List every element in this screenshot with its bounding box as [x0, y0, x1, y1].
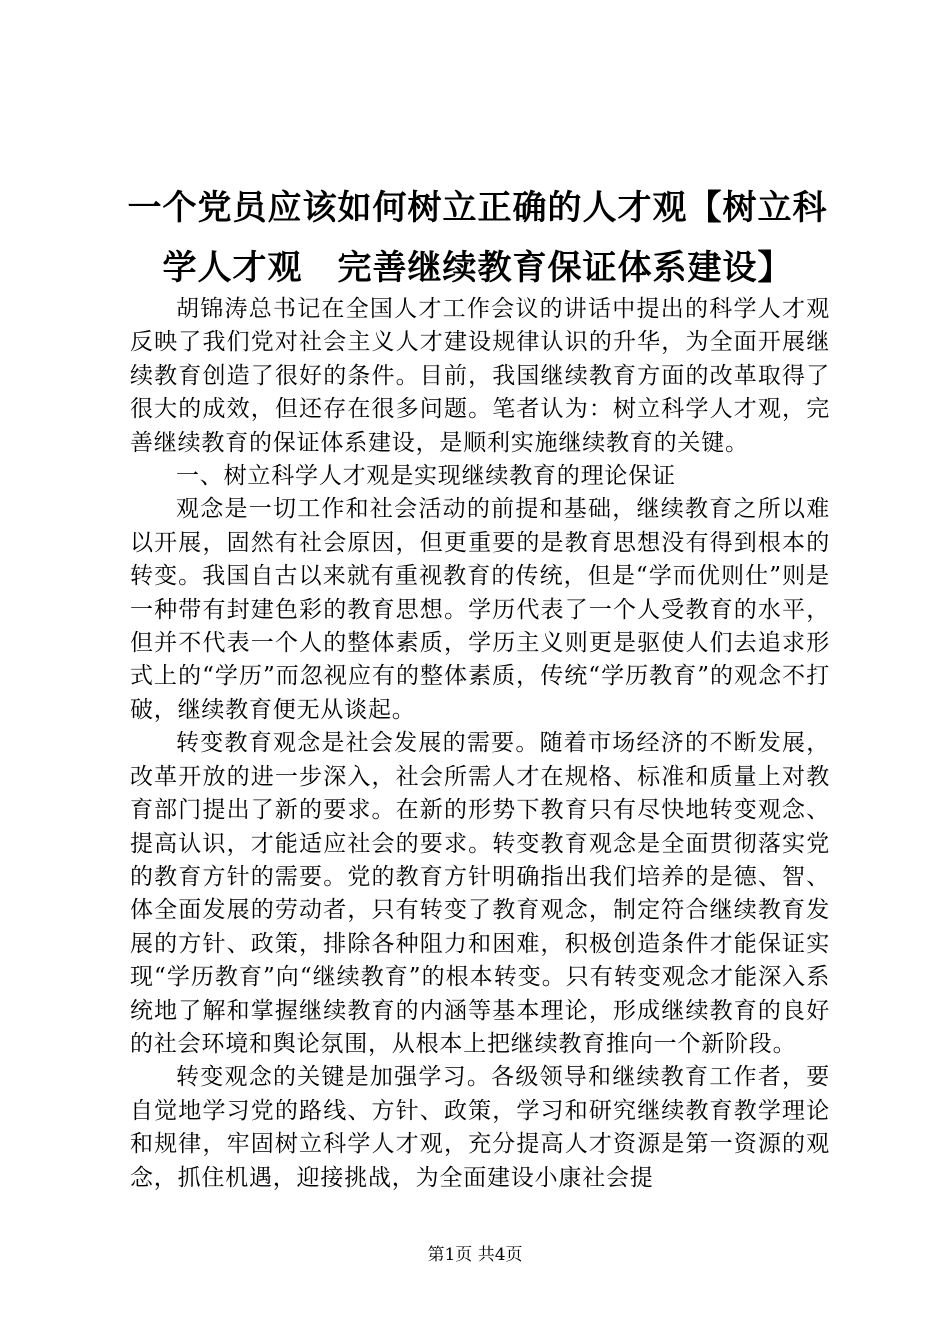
paragraph-learning: 转变观念的关键是加强学习。各级领导和继续教育工作者，要自觉地学习党的路线、方针、政策，学习和研究继续教育教学理论和规律，牢固树立科学人才观，充分提高人才资源是第一资源的观念，抓住机遇，迎接挑战，为全面建设小康社会提	[130, 1064, 830, 1191]
page-footer: 第1页 共4页	[427, 1245, 523, 1265]
paragraph-transform: 转变教育观念是社会发展的需要。随着市场经济的不断发展，改革开放的进一步深入，社会所需人才在规格、标准和质量上对教育部门提出了新的要求。在新的形势下教育只有尽快地转变观念、提高认识，才能适应社会的要求。转变教育观念是全面贯彻落实党的教育方针的需要。党的教育方针明确指出我们培养的是德、智、体全面发展的劳动者，只有转变了教育观念，制定符合继续教育发展的方针、政策，排除各种阻力和困难，积极创造条件才能保证实现“学历教育”向“继续教育”的根本转变。只有转变观念才能深入系统地了解和掌握继续教育的内涵等基本理论，形成继续教育的良好的社会环境和舆论氛围，从根本上把继续教育推向一个新阶段。	[130, 730, 830, 1057]
paragraph-concept: 观念是一切工作和社会活动的前提和基础，继续教育之所以难以开展，固然有社会原因，但更重要的是教育思想没有得到根本的转变。我国自古以来就有重视教育的传统，但是“学而优则仕”则是一种带有封建色彩的教育思想。学历代表了一个人受教育的水平，但并不代表一个人的整体素质，学历主义则更是驱使人们去追求形式上的“学历”而忽视应有的整体素质，传统“学历教育”的观念不打破，继续教育便无从谈起。	[130, 496, 830, 723]
document-title: 一个党员应该如何树立正确的人才观【树立科学人才观 完善继续教育保证体系建设】	[127, 188, 828, 288]
section-heading: 一、树立科学人才观是实现继续教育的理论保证	[176, 463, 676, 490]
document-body	[130, 293, 830, 1195]
paragraph-intro: 胡锦涛总书记在全国人才工作会议的讲话中提出的科学人才观反映了我们党对社会主义人才建设规律认识的升华，为全面开展继续教育创造了很好的条件。目前，我国继续教育方面的改革取得了很大的成效，但还存在很多问题。笔者认为：树立科学人才观，完善继续教育的保证体系建设，是顺利实施继续教育的关键。	[130, 296, 830, 456]
